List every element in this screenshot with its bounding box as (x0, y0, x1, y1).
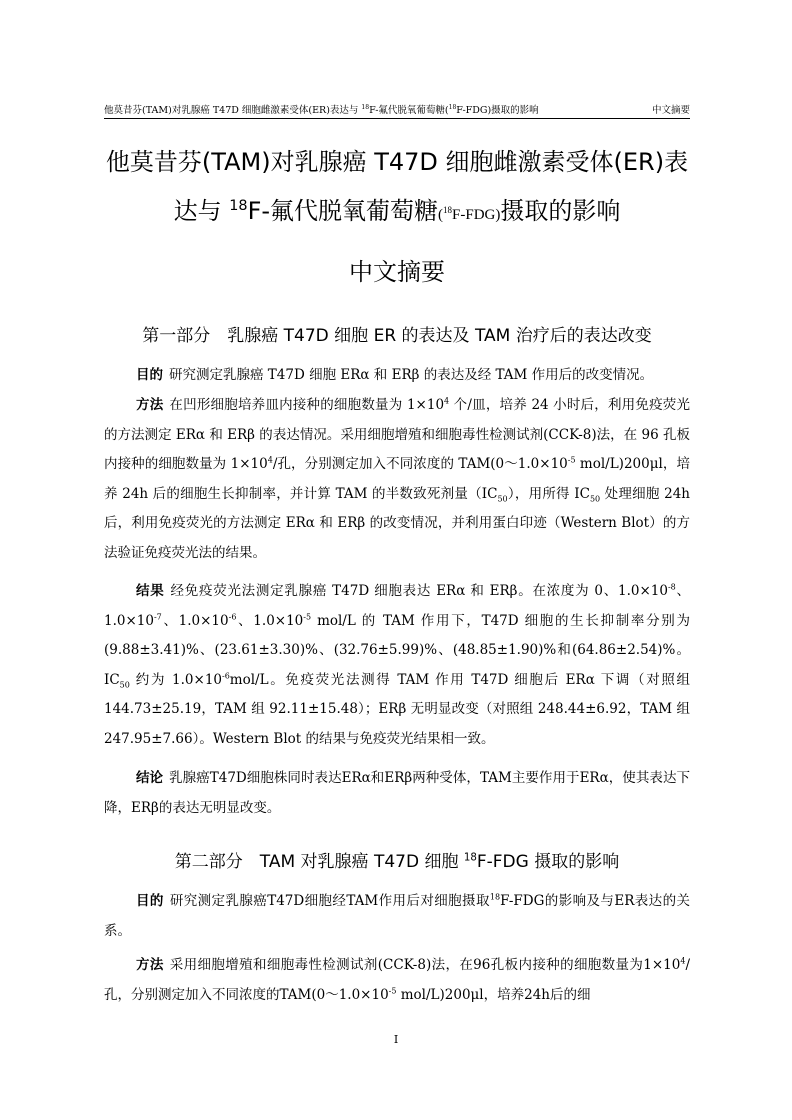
part1-heading: 第一部分 乳腺癌 T47D 细胞 ER 的表达及 TAM 治疗后的表达改变 (142, 326, 652, 346)
part1-objective: 目的 研究测定乳腺癌 T47D 细胞 ERα 和 ERβ 的表达及经 TAM 作用后的改变情况。 (136, 367, 654, 383)
part1-method: 方法 在凹形细胞培养皿内接种的细胞数量为 $1\times 10^4$ 个/皿，培养 24 小时后，利用免疫荧光的方法测定 ERα 和 ERβ 的表达情况。采用细胞增殖和细胞毒性检测试剂(CCK-8)法，在 96 孔板内接种的细胞数量为 $1\times 10^4/$孔，分别测定加入不同浓度的 $TAM(0\sim 1.0\times 10^{-5}$ mol/L)200μl，培养 24h 后的细胞生长抑制率，并计算 TAM 的半数致死剂量$(IC_{50})$，用所得 $IC_{50}$ 处理细胞 24h 后，利用免疫荧光的方法测定 ERα 和 ERβ 的改变情况，并利用蛋白印迹（Western Blot）的方法验证免疫荧光法的结果。 (104, 396, 690, 561)
abstract-heading: 中文摘要 (349, 258, 445, 286)
running-header (104, 98, 690, 119)
part1-result: 结果 经免疫荧光法测定乳腺癌 T47D 细胞表达 ERα 和 ERβ。在浓度为 0、$1.0\times 10^{-8}$、$1.0\times 10^{-7}$、$1.0\times 10^{-6}$、$1.0\times 10^{-5}$ mol/L 的 TAM 作用下，T47D 细胞的生长抑制率分别为(9.88±3.41)%、(23.61±3.30)%、(32.76±5.99)%、(48.85±1.90)%和(64.86±2.54)%。$IC_{50}$ 约为 $1.0\times 10^{-6}mol/L$。免疫荧光法测得 TAM 作用 T47D 细胞后 ERα 下调（对照组 144.73±25.19，TAM 组 92.11±15.48）；ERβ 无明显改变（对照组 248.44±6.92，TAM 组 247.95±7.66）。Western Blot 的结果与免疫荧光结果相一致。 (104, 582, 691, 747)
page-number: I (393, 1033, 399, 1046)
part2-objective: 目的 研究测定乳腺癌T47D细胞经TAM作用后对细胞摄取$^{18}$F-FDG的影响及与ER表达的关系。 (104, 892, 690, 939)
part2-heading: 第二部分 TAM 对乳腺癌 T47D 细胞 $^{18}$F-FDG 摄取的影响 (174, 852, 620, 872)
part2-method: 方法 采用细胞增殖和细胞毒性检测试剂(CCK-8)法，在96孔板内接种的细胞数量为$1\times 10^4/$孔，分别测定加入不同浓度的$TAM(0\sim 1.0\times 10^{-5}$ mol/L)200μl，培养24h后的细 (104, 956, 691, 1003)
part1-conclusion: 结论 乳腺癌T47D细胞株同时表达ERα和ERβ两种受体，TAM主要作用于ERα，使其表达下降，ERβ的表达无明显改变。 (104, 770, 690, 816)
paper-title: 他莫昔芬(TAM)对乳腺癌 T47D 细胞雌激素受体(ER)表 达与 $^{18}$F-氟代脱氧葡萄糖($^{18}$F-FDG)摄取的影响 (105, 148, 689, 225)
running-header-section: 中文摘要 (651, 105, 690, 116)
running-header-title: 他莫昔芬(TAM)对乳腺癌 T47D 细胞雌激素受体(ER)表达与 $^{18}$F-氟代脱氧葡萄糖($^{18}$F-FDG)摄取的影响 (104, 103, 539, 116)
